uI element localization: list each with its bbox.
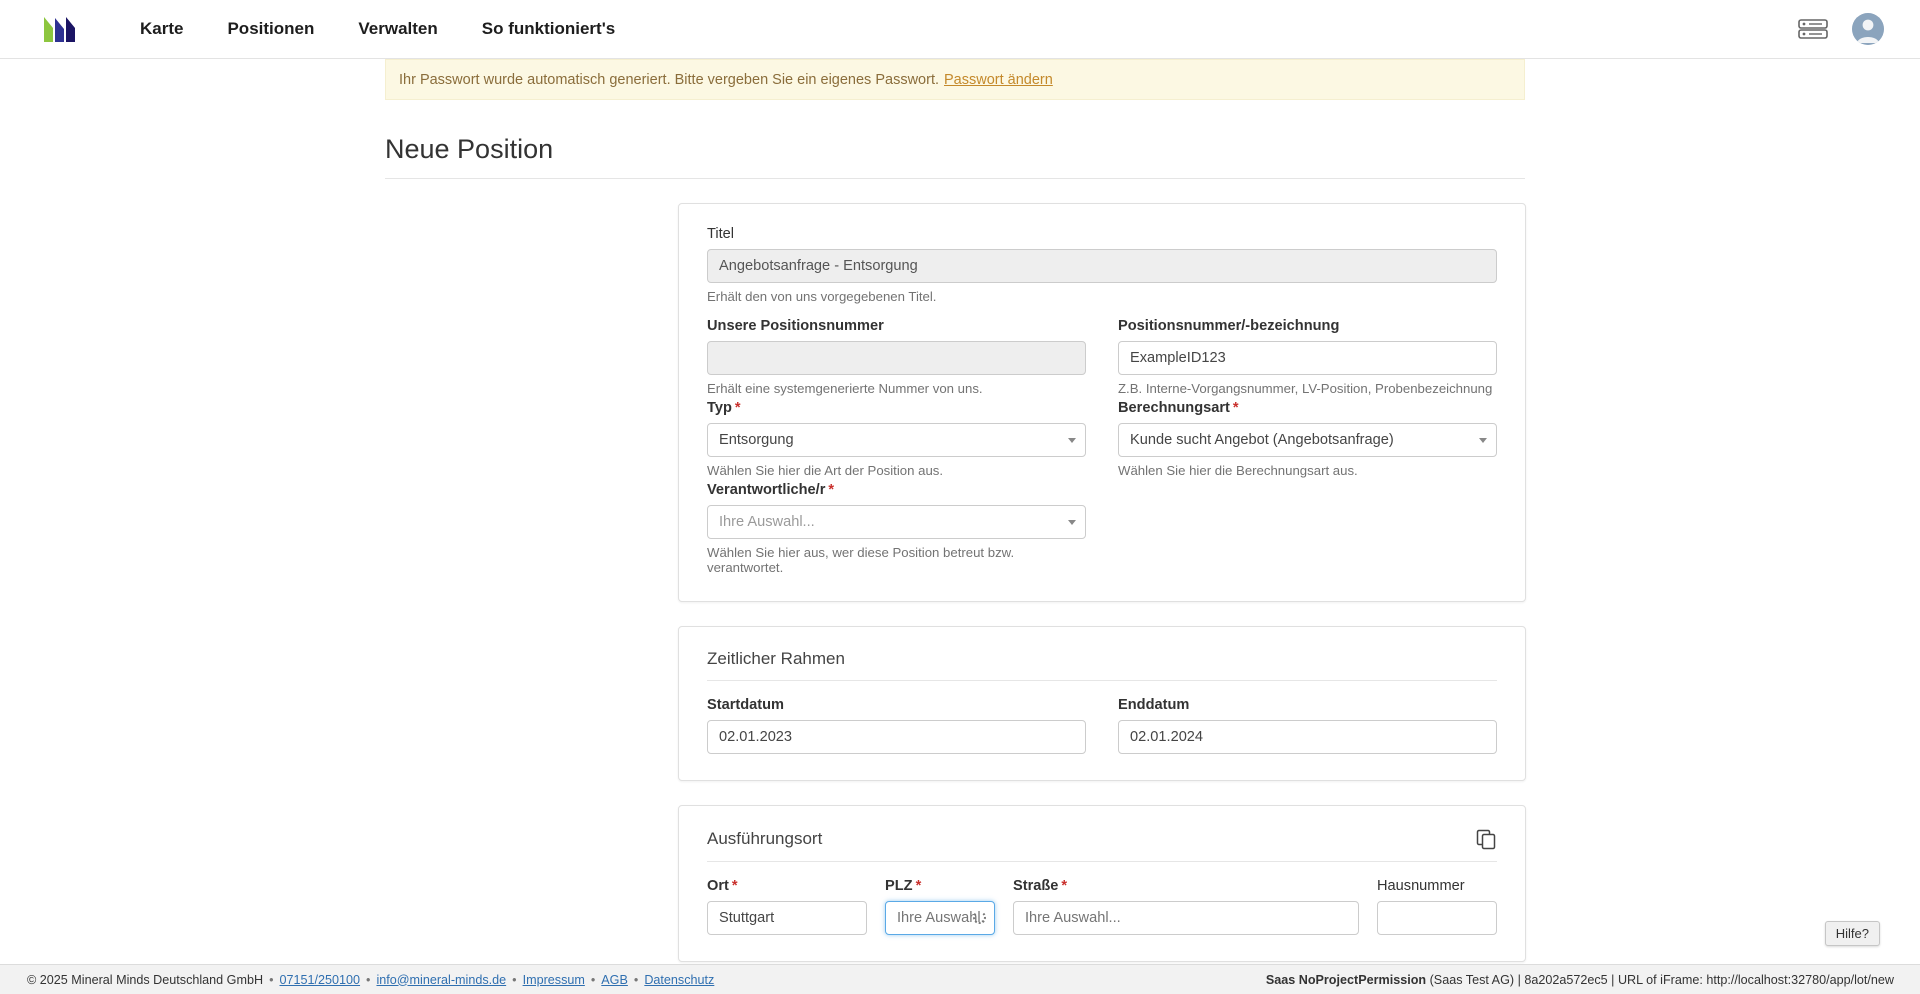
- select-typ[interactable]: [707, 423, 1086, 457]
- help-berechnungsart: Wählen Sie hier die Berechnungsart aus.: [1118, 463, 1358, 478]
- footer-status-details: (Saas Test AG) | 8a202a572ec5 | URL of iFrame: http://localhost:32780/app/lot/new: [1429, 972, 1894, 987]
- title-divider: [385, 178, 1525, 179]
- label-typ-text: Typ: [707, 400, 732, 416]
- mineral-minds-logo-icon: [42, 12, 84, 46]
- row-verantwortliche: [707, 482, 1497, 575]
- row-address: [707, 878, 1497, 935]
- change-password-link[interactable]: Passwort ändern: [944, 71, 1053, 88]
- label-hausnummer: Hausnummer: [1377, 878, 1465, 894]
- label-ort: [707, 878, 867, 894]
- label-verantwortliche-text: Verantwortliche/r: [707, 482, 826, 498]
- select-verantwortliche[interactable]: [707, 505, 1086, 539]
- required-marker-verantwortliche: *: [828, 482, 835, 498]
- footer-copyright: © 2025 Mineral Minds Deutschland GmbH: [27, 972, 264, 987]
- field-berechnungsart: [1118, 400, 1497, 478]
- required-marker-berechnungsart: *: [1232, 400, 1239, 416]
- footer-status-permission: Saas NoProjectPermission: [1265, 972, 1427, 987]
- label-startdatum: Startdatum: [707, 697, 785, 713]
- label-plz-text: PLZ: [885, 878, 913, 894]
- user-avatar-icon: [1852, 13, 1884, 45]
- label-berechnungsart: [1118, 400, 1497, 416]
- nav-link-so-funktionierts[interactable]: So funktioniert's: [481, 19, 616, 38]
- page-title: Neue Position: [385, 134, 554, 164]
- field-typ: [707, 400, 1086, 478]
- footer-impressum-link[interactable]: Impressum: [522, 972, 585, 987]
- nav-links: [128, 13, 637, 45]
- field-hausnummer: [1377, 878, 1497, 935]
- field-unsere-positionsnummer: [707, 318, 1086, 396]
- field-strasse: [1013, 878, 1359, 935]
- chevron-down-icon: [1479, 438, 1487, 443]
- password-alert-text: Ihr Passwort wurde automatisch generiert. Bitte vergeben Sie ein eigenes Passwort.: [399, 71, 939, 88]
- row-positionsnummern: [707, 318, 1497, 396]
- help-typ: Wählen Sie hier die Art der Position aus.: [707, 463, 944, 478]
- input-ort[interactable]: [707, 901, 867, 935]
- avatar[interactable]: [1852, 13, 1884, 45]
- footer-left: [27, 973, 714, 987]
- required-marker-strasse: *: [1061, 878, 1068, 894]
- footer-sep-4: •: [590, 972, 596, 987]
- location-heading: Ausführungsort: [707, 829, 823, 848]
- label-berechnungsart-text: Berechnungsart: [1118, 400, 1230, 416]
- select-verantwortliche-value: Ihre Auswahl...: [719, 514, 815, 530]
- footer-sep-5: •: [633, 972, 639, 987]
- field-verantwortliche: [707, 482, 1086, 575]
- brand-logo[interactable]: [42, 12, 84, 46]
- location-heading-row: [707, 828, 1497, 862]
- footer-email-link[interactable]: info@mineral-minds.de: [376, 972, 507, 987]
- input-startdatum[interactable]: [707, 720, 1086, 754]
- label-strasse: [1013, 878, 1359, 894]
- label-verantwortliche: [707, 482, 1086, 498]
- row-typ-berechnungsart: [707, 400, 1497, 478]
- copy-icon[interactable]: [1475, 828, 1497, 850]
- input-titel[interactable]: [707, 249, 1497, 283]
- field-enddatum: [1118, 697, 1497, 754]
- footer-sep-3: •: [512, 972, 517, 987]
- footer-phone-link[interactable]: 07151/250100: [279, 972, 361, 987]
- server-icon[interactable]: [1796, 14, 1830, 44]
- help-titel: Erhält den von uns vorgegebenen Titel.: [707, 289, 937, 304]
- required-marker-plz: *: [915, 878, 922, 894]
- select-berechnungsart-value: Kunde sucht Angebot (Angebotsanfrage): [1130, 432, 1394, 448]
- label-plz: [885, 878, 995, 894]
- footer-sep-2: •: [366, 972, 371, 987]
- nav-link-verwalten[interactable]: Verwalten: [358, 19, 438, 38]
- select-typ-value: Entsorgung: [719, 432, 794, 448]
- field-plz: [885, 878, 995, 935]
- label-ort-text: Ort: [707, 878, 729, 894]
- timeframe-heading: Zeitlicher Rahmen: [707, 649, 1497, 681]
- label-positionsnummer-bezeichnung: Positionsnummer/-bezeichnung: [1118, 318, 1340, 334]
- loading-spinner-icon: [973, 911, 986, 924]
- input-hausnummer[interactable]: [1377, 901, 1497, 935]
- spacer-col: [1118, 482, 1497, 575]
- required-marker-typ: *: [734, 400, 741, 416]
- help-unsere-positionsnummer: Erhält eine systemgenerierte Nummer von uns.: [707, 381, 983, 396]
- label-enddatum: Enddatum: [1118, 697, 1190, 713]
- select-berechnungsart[interactable]: [1118, 423, 1497, 457]
- input-enddatum[interactable]: [1118, 720, 1497, 754]
- nav-link-positionen[interactable]: Positionen: [227, 19, 315, 38]
- field-positionsnummer-bezeichnung: [1118, 318, 1497, 396]
- password-alert: [385, 59, 1525, 100]
- label-titel: Titel: [707, 226, 735, 242]
- label-unsere-positionsnummer: Unsere Positionsnummer: [707, 318, 884, 334]
- row-dates: [707, 697, 1497, 754]
- footer-datenschutz-link[interactable]: Datenschutz: [644, 972, 715, 987]
- page-content: [0, 100, 1920, 964]
- chevron-down-icon: [1068, 520, 1076, 525]
- help-verantwortliche: Wählen Sie hier aus, wer diese Position betreut bzw. verantwortet.: [707, 545, 1015, 575]
- nav-right-group: [1796, 13, 1884, 45]
- top-navbar: [0, 0, 1920, 59]
- field-ort: [707, 878, 867, 935]
- footer-sep-1: •: [269, 972, 274, 987]
- field-titel: [707, 226, 1497, 304]
- location-card: [678, 805, 1526, 962]
- input-strasse[interactable]: [1013, 901, 1359, 935]
- input-positionsnummer-bezeichnung[interactable]: [1118, 341, 1497, 375]
- nav-link-karte[interactable]: Karte: [140, 19, 184, 38]
- required-marker-ort: *: [731, 878, 738, 894]
- footer-agb-link[interactable]: AGB: [601, 972, 628, 987]
- chevron-down-icon: [1068, 438, 1076, 443]
- input-unsere-positionsnummer[interactable]: [707, 341, 1086, 375]
- help-positionsnummer-bezeichnung: Z.B. Interne-Vorgangsnummer, LV-Position, Probenbezeichnung: [1118, 381, 1493, 396]
- timeframe-card: [678, 626, 1526, 781]
- footer-bar: [0, 964, 1920, 994]
- label-typ: [707, 400, 1086, 416]
- field-startdatum: [707, 697, 1086, 754]
- help-badge[interactable]: Hilfe?: [1825, 921, 1880, 946]
- label-strasse-text: Straße: [1013, 878, 1059, 894]
- position-basics-card: [678, 203, 1526, 602]
- footer-status: [1266, 973, 1894, 987]
